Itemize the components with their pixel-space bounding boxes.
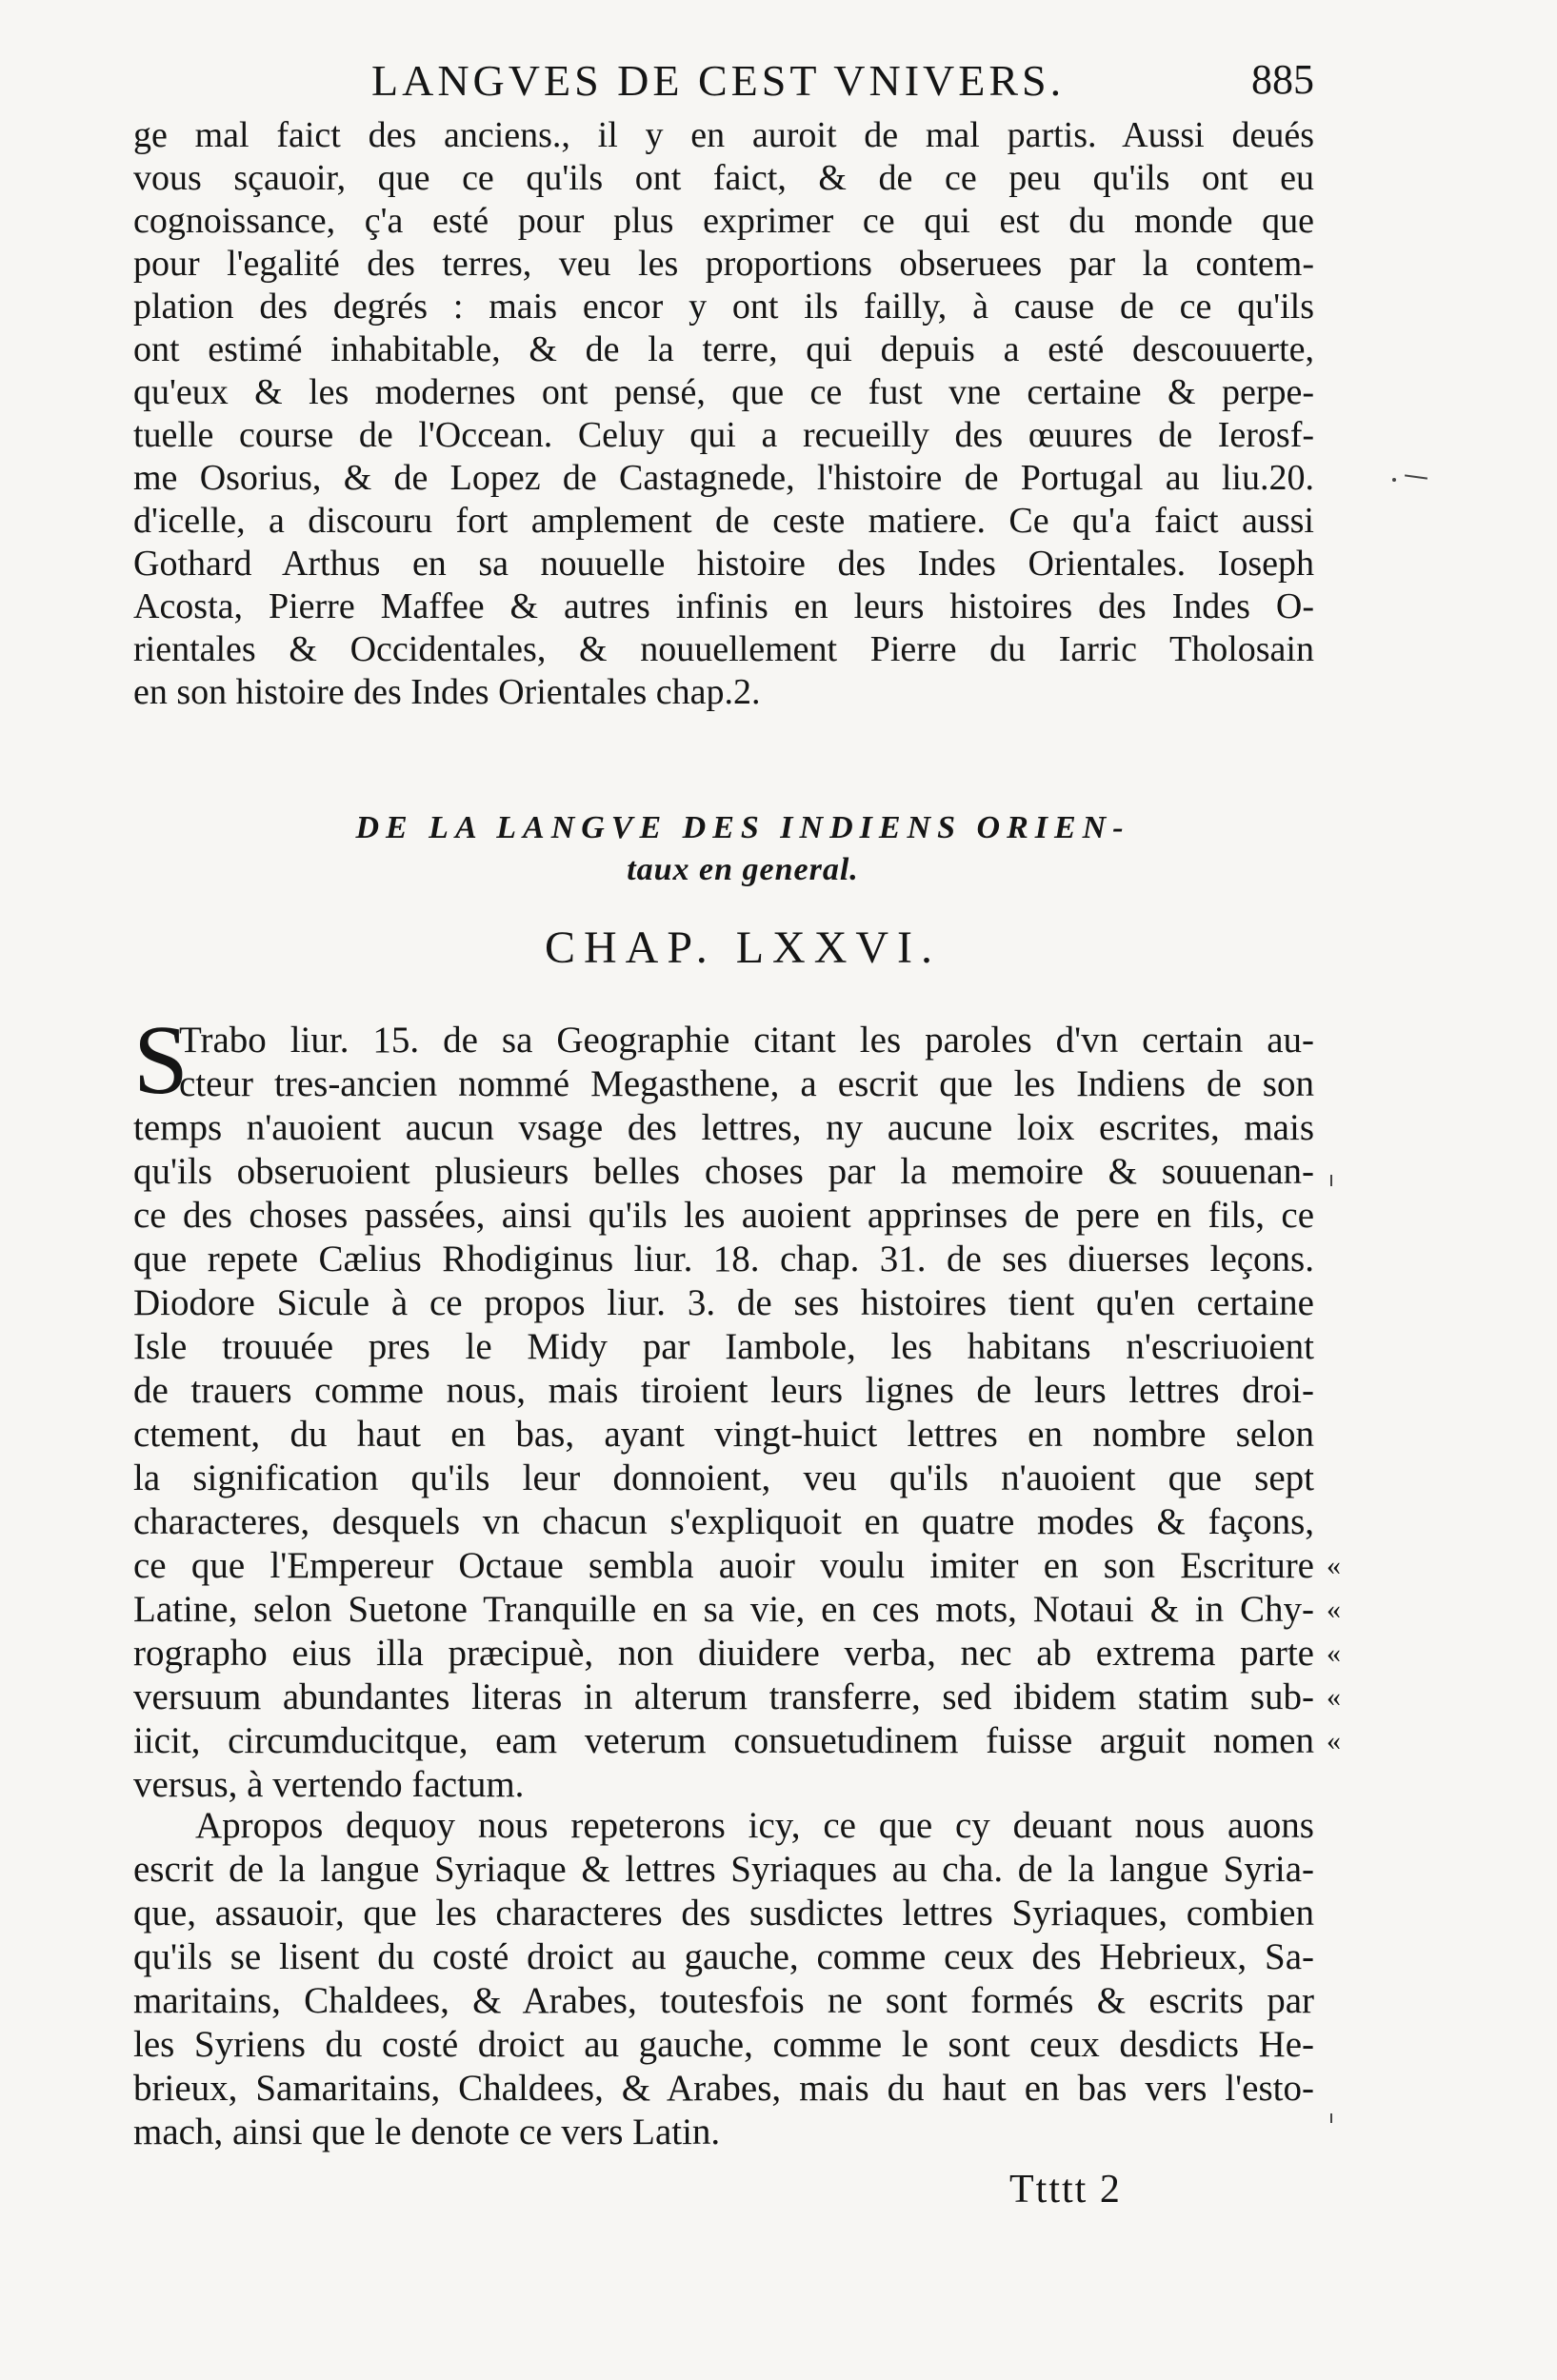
text-line: me Osorius, & de Lopez de Castagnede, l'histoire de Portugal au liu.20. — [133, 458, 1314, 498]
text-line: en son histoire des Indes Orientales chap.2. — [133, 672, 761, 712]
text-line: versus, à vertendo factum. — [133, 1764, 525, 1805]
text-line: Trabo liur. 15. de sa Geographie citant les paroles d'vn certain au- — [179, 1020, 1314, 1061]
text-line: pour l'egalité des terres, veu les proportions obseruees par la contem- — [133, 244, 1314, 284]
paragraph-1 — [133, 114, 1314, 714]
text-line: qu'eux & les modernes ont pensé, que ce fust vne certaine & perpe- — [133, 372, 1314, 412]
text-line: characteres, desquels vn chacun s'expliquoit en quatre modes & façons, — [133, 1501, 1314, 1542]
margin-speck — [1392, 478, 1396, 482]
text-line: Acosta, Pierre Maffee & autres infinis en leurs histoires des Indes O- — [133, 586, 1314, 626]
text-line: escrit de la langue Syriaque & lettres Syriaques au cha. de la langue Syria- — [133, 1849, 1314, 1890]
chapter-title-line: DE LA LANGVE DES INDIENS ORIEN- — [355, 810, 1130, 845]
text-line: brieux, Samaritains, Chaldees, & Arabes, mais du haut en bas vers l'esto- — [133, 2068, 1314, 2109]
text-line: Diodore Sicule à ce propos liur. 3. de ses histoires tient qu'en certaine — [133, 1282, 1314, 1323]
chapter-title — [324, 807, 1162, 891]
text-line: mach, ainsi que le denote ce vers Latin. — [133, 2112, 721, 2152]
text-line: Isle trouuée pres le Midy par Iambole, les habitans n'escriuoient — [133, 1326, 1314, 1367]
text-line: cognoissance, ç'a esté pour plus exprimer ce qui est du monde que — [133, 201, 1314, 241]
text-line: Latine, selon Suetone Tranquille en sa vie, en ces mots, Notaui & in Chy- — [133, 1589, 1314, 1630]
text-line: que, assauoir, que les characteres des susdictes lettres Syriaques, combien — [133, 1893, 1314, 1934]
margin-speck — [1330, 2113, 1332, 2123]
quote-mark: « — [1327, 1550, 1341, 1581]
text-line: rographo eius illa præcipuè, non diuidere verba, nec ab extrema parte — [133, 1633, 1314, 1674]
text-line: de trauers comme nous, mais tiroient leurs lignes de leurs lettres droi- — [133, 1370, 1314, 1411]
text-line: ge mal faict des anciens., il y en auroit de mal partis. Aussi deués — [133, 115, 1314, 155]
text-line: plation des degrés : mais encor y ont ils failly, à cause de ce qu'ils — [133, 287, 1314, 327]
text-line: vous sçauoir, que ce qu'ils ont faict, & de ce peu qu'ils ont eu — [133, 158, 1314, 198]
signature-mark: Ttttt 2 — [1009, 2168, 1122, 2211]
quote-mark: « — [1327, 1637, 1341, 1669]
chapter-title-line: taux en general. — [627, 852, 859, 887]
margin-speck — [1405, 474, 1427, 479]
paragraph-2 — [133, 1019, 1314, 1807]
text-line: d'icelle, a discouru fort amplement de ceste matiere. Ce qu'a faict aussi — [133, 501, 1314, 541]
margin-speck — [1330, 1175, 1332, 1186]
text-line: iicit, circumducitque, eam veterum consuetudinem fuisse arguit nomen — [133, 1720, 1314, 1761]
page-header — [133, 55, 1314, 112]
text-line: les Syriens du costé droict au gauche, comme le sont ceux desdicts He- — [133, 2024, 1314, 2065]
quote-mark: « — [1327, 1681, 1341, 1713]
running-head: LANGVES DE CEST VNIVERS. — [371, 56, 1066, 105]
margin-quote-marks — [1327, 1544, 1355, 1763]
text-line: qu'ils obseruoient plusieurs belles choses par la memoire & souuenan- — [133, 1151, 1314, 1192]
text-line: Gothard Arthus en sa nouuelle histoire des Indes Orientales. Ioseph — [133, 544, 1314, 584]
text-line: rientales & Occidentales, & nouuellement Pierre du Iarric Tholosain — [133, 629, 1314, 669]
text-line: ce des choses passées, ainsi qu'ils les auoient apprinses de pere en fils, ce — [133, 1195, 1314, 1236]
text-line: ctement, du haut en bas, ayant vingt-huict lettres en nombre selon — [133, 1414, 1314, 1455]
paragraph-3 — [133, 1804, 1314, 2154]
text-line: cteur tres-ancien nommé Megasthene, a escrit que les Indiens de son — [179, 1063, 1314, 1104]
quote-mark: « — [1327, 1594, 1341, 1625]
text-line: tuelle course de l'Occean. Celuy qui a recueilly des œuures de Ierosf- — [133, 415, 1314, 455]
text-line: maritains, Chaldees, & Arabes, toutesfois ne sont formés & escrits par — [133, 1980, 1314, 2021]
text-line: ce que l'Empereur Octaue sembla auoir voulu imiter en son Escriture — [133, 1545, 1314, 1586]
text-line: ont estimé inhabitable, & de la terre, qui depuis a esté descouuerte, — [133, 329, 1314, 369]
chapter-number: CHAP. LXXVI. — [544, 922, 941, 973]
page-number: 885 — [1251, 56, 1314, 103]
text-line: Apropos dequoy nous repeterons icy, ce que cy deuant nous auons — [195, 1805, 1314, 1846]
text-line: la signification qu'ils leur donnoient, veu qu'ils n'auoient que sept — [133, 1458, 1314, 1498]
text-line: que repete Cælius Rhodiginus liur. 18. chap. 31. de ses diuerses leçons. — [133, 1239, 1314, 1279]
text-line: temps n'auoient aucun vsage des lettres, ny aucune loix escrites, mais — [133, 1107, 1314, 1148]
drop-cap: S — [133, 1005, 189, 1115]
quote-mark: « — [1327, 1725, 1341, 1756]
text-line: versuum abundantes literas in alterum transferre, sed ibidem statim sub- — [133, 1676, 1314, 1717]
text-line: qu'ils se lisent du costé droict au gauche, comme ceux des Hebrieux, Sa- — [133, 1936, 1314, 1977]
